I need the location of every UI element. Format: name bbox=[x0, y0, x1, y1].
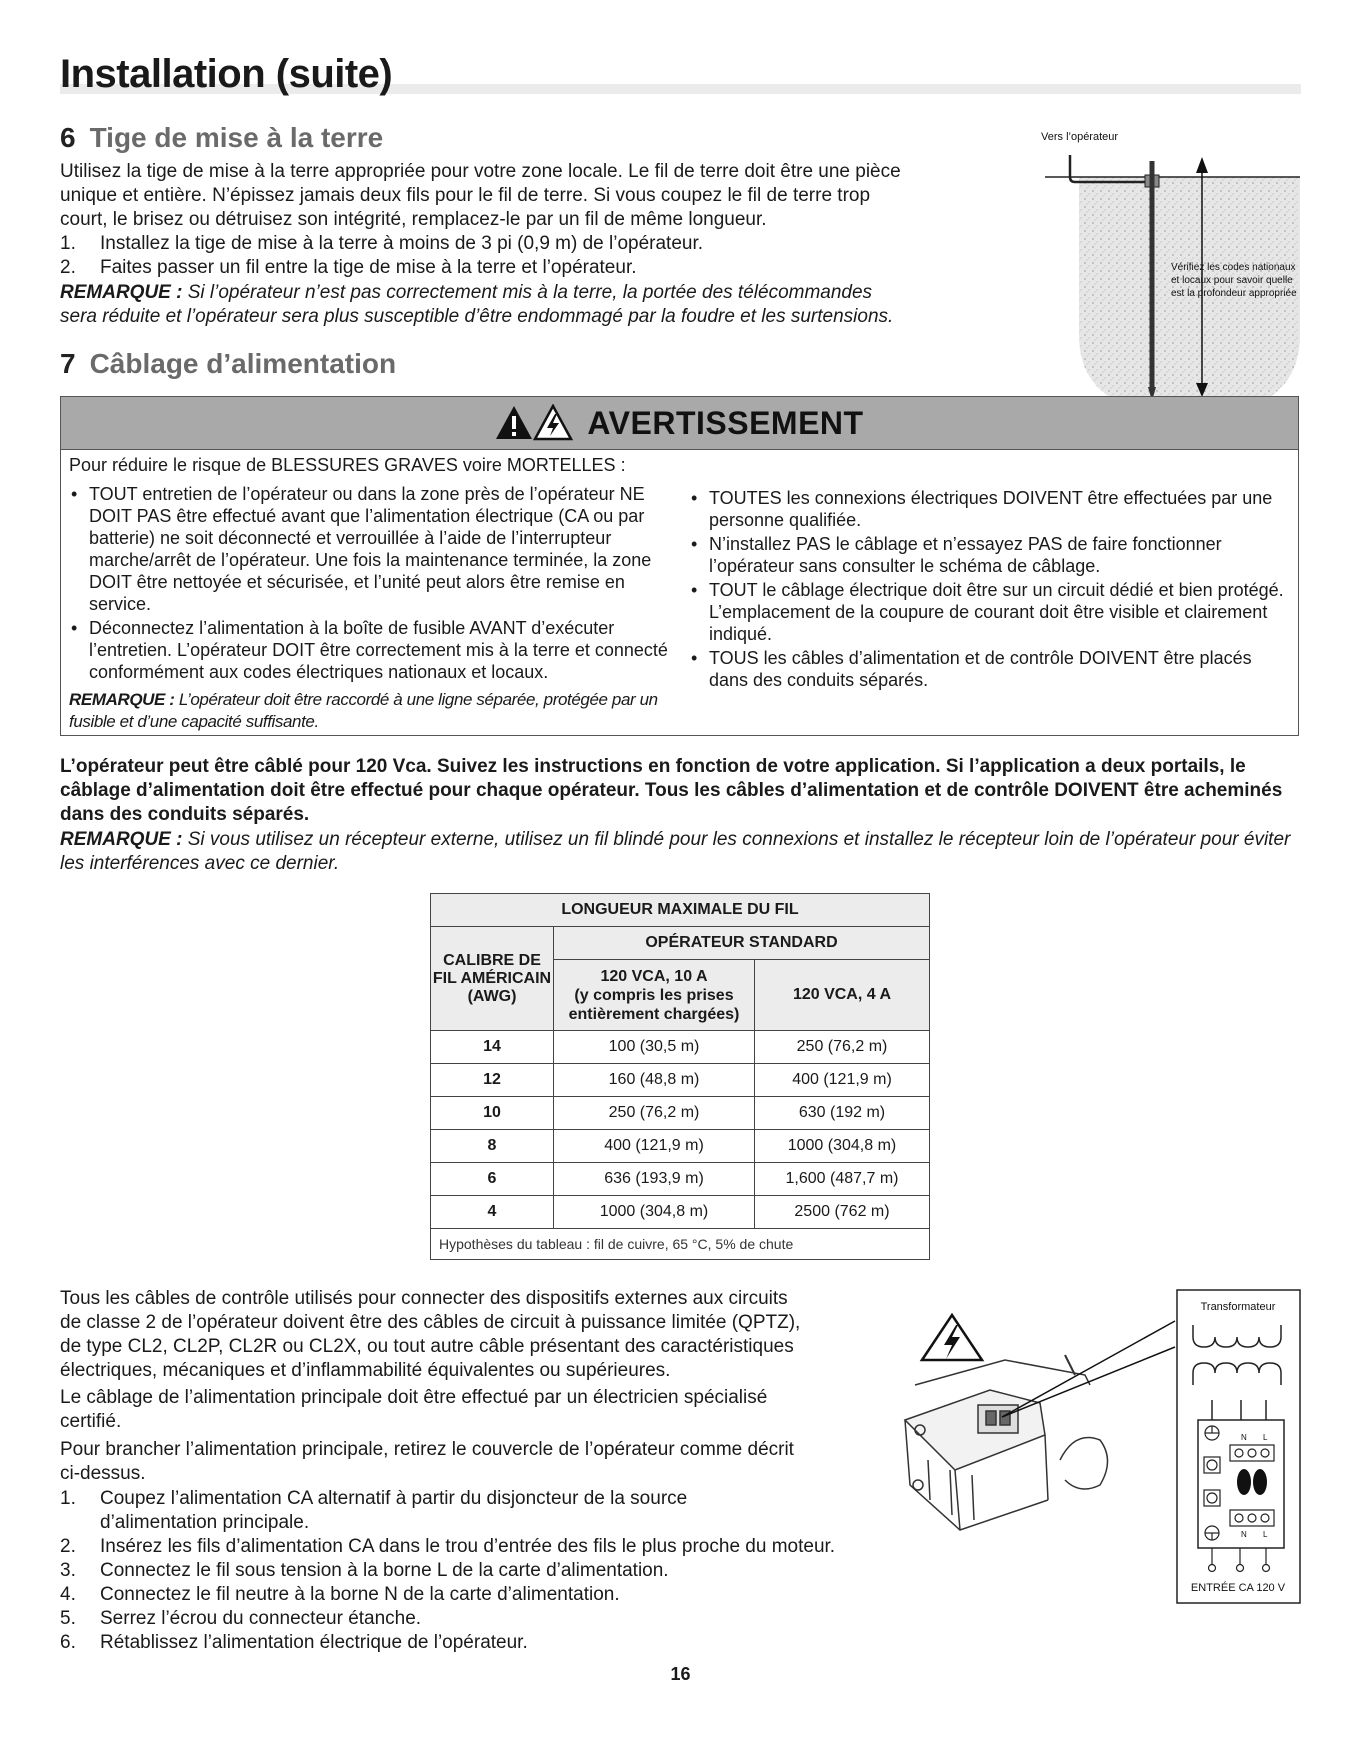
terminal-n-top: N bbox=[1241, 1433, 1247, 1442]
control-line-4: électriques, mécaniques et d’inflammabilité équivalentes ou supérieures. bbox=[60, 1360, 671, 1381]
list-item: 4. Connectez le fil neutre à la borne N de la carte d’alimentation. bbox=[60, 1584, 620, 1605]
warning-intro: Pour réduire le risque de BLESSURES GRAVES voire MORTELLES : bbox=[69, 455, 626, 475]
list-item: 1. Coupez l’alimentation CA alternatif à partir du disjoncteur de la source d’alimentation principale. bbox=[60, 1488, 688, 1533]
section-7-title: Câblage d’alimentation bbox=[89, 348, 397, 379]
table-header-awg: CALIBRE DE FIL AMÉRICAIN (AWG) bbox=[431, 927, 554, 1031]
depth-note-line-2: et locaux pour savoir quelle bbox=[1171, 275, 1293, 286]
table-header-10a: 120 VCA, 10 A (y compris les prises entièrement chargées) bbox=[554, 960, 755, 1031]
callout-line bbox=[1002, 1321, 1175, 1417]
table-header-4a: 120 VCA, 4 A bbox=[755, 960, 930, 1031]
to-operator-label: Vers l’opérateur bbox=[1041, 131, 1119, 143]
operator-illustration bbox=[905, 1315, 1108, 1530]
list-item: • N’installez PAS le câblage et n’essayez PAS de faire fonctionner l’opérateur sans consulter le schéma de câblage. bbox=[689, 533, 1289, 577]
list-item: 3. Connectez le fil sous tension à la borne L de la carte d’alimentation. bbox=[60, 1560, 669, 1581]
cover-line-1: Pour brancher l’alimentation principale, retirez le couvercle de l’opérateur comme décrit bbox=[60, 1439, 794, 1460]
power-steps bbox=[60, 1487, 890, 1655]
warning-right-column bbox=[689, 487, 1289, 693]
control-line-1: Tous les câbles de contrôle utilisés pour connecter des dispositifs externes aux circuits bbox=[60, 1288, 788, 1309]
section-6-note-line-1: REMARQUE : Si l’opérateur n’est pas correctement mis à la terre, la portée des télécommandes bbox=[60, 282, 873, 303]
table-footnote: Hypothèses du tableau : fil de cuivre, 65 °C, 5% de chute bbox=[431, 1229, 930, 1260]
warning-left-column bbox=[69, 483, 674, 685]
table-row: 10 250 (76,2 m) 630 (192 m) bbox=[431, 1097, 930, 1130]
list-item: 2. Faites passer un fil entre la tige de mise à la terre et l’opérateur. bbox=[60, 257, 637, 278]
table-row: 12 160 (48,8 m) 400 (121,9 m) bbox=[431, 1064, 930, 1097]
table-row: 4 1000 (304,8 m) 2500 (762 m) bbox=[431, 1196, 930, 1229]
wiring-intro-paragraph: L’opérateur peut être câblé pour 120 Vca. Suivez les instructions en fonction de votre application. Si l’application a deux portails, le câblage d’alimentation doit être effectué pour chaque opérateur. Tous les câbles d’alimentation et de contrôle DOIVENT être acheminés dans des conduits séparés. bbox=[60, 756, 1283, 825]
electrician-line-2: certifié. bbox=[60, 1411, 122, 1432]
ground-rod-diagram bbox=[1035, 125, 1303, 425]
warning-title: AVERTISSEMENT bbox=[587, 404, 864, 441]
list-item: • TOUT le câblage électrique doit être sur un circuit dédié et bien protégé. L’emplacement de la coupure de courant doit être visible et clairement indiqué. bbox=[689, 579, 1289, 645]
section-6-number: 6 bbox=[60, 122, 76, 153]
wire-length-table bbox=[430, 893, 930, 1260]
section-6-steps bbox=[60, 232, 980, 280]
section-6-heading bbox=[60, 122, 383, 154]
table-title: LONGUEUR MAXIMALE DU FIL bbox=[431, 894, 930, 927]
cover-line-2: ci-dessus. bbox=[60, 1463, 146, 1484]
section-6-line-2: unique et entière. N’épissez jamais deux fils pour le fil de terre. Si vous coupez le fil de terre trop bbox=[60, 185, 871, 206]
table-row: 8 400 (121,9 m) 1000 (304,8 m) bbox=[431, 1130, 930, 1163]
list-item: • Déconnectez l’alimentation à la boîte de fusible AVANT d’exécuter l’entretien. L’opérateur DOIT être correctement mis à la terre et connecté conformément aux codes électriques nationaux et locaux. bbox=[69, 617, 674, 683]
list-item: • TOUT entretien de l’opérateur ou dans la zone près de l’opérateur NE DOIT PAS être effectué avant que l’alimentation électrique (CA ou par batterie) ne soit déconnecté et verrouillée à l’aide de l’interrupteur marche/arrêt de l’opérateur. Une fois la maintenance terminée, la zone DOIT être nettoyée et sécurisée, et l’unité peut alors être remise en service. bbox=[69, 483, 674, 615]
section-7-heading bbox=[60, 348, 396, 380]
transformer-label: Transformateur bbox=[1200, 1301, 1276, 1313]
table-row: 14 100 (30,5 m) 250 (76,2 m) bbox=[431, 1031, 930, 1064]
fuse-right bbox=[1253, 1469, 1267, 1495]
control-line-3: de type CL2, CL2P, CL2R ou CL2X, ou tout autre câble présentant des caractéristiques bbox=[60, 1336, 794, 1357]
ac-input-label: ENTRÉE CA 120 V bbox=[1190, 1582, 1286, 1594]
electrician-line-1: Le câblage de l’alimentation principale doit être effectué par un électricien spécialisé bbox=[60, 1387, 768, 1408]
list-item: 2. Insérez les fils d’alimentation CA dans le trou d’entrée des fils le plus proche du moteur. bbox=[60, 1536, 836, 1557]
receiver-note: REMARQUE : Si vous utilisez un récepteur externe, utilisez un fil blindé pour les connexions et installez le récepteur loin de l’opérateur pour éviter les interférences avec ce dernier. bbox=[60, 829, 1291, 874]
section-6-line-3: court, le brisez ou détruisez son intégrité, remplacez-le par un fil de même longueur. bbox=[60, 209, 767, 230]
depth-note-line-1: Vérifiez les codes nationaux bbox=[1171, 262, 1296, 273]
warning-note: REMARQUE : L’opérateur doit être raccordé à une ligne séparée, protégée par un fusible et d’une capacité suffisante. bbox=[69, 690, 658, 731]
fuse-left bbox=[1237, 1469, 1251, 1495]
section-6-line-1: Utilisez la tige de mise à la terre appropriée pour votre zone locale. Le fil de terre doit être une pièce bbox=[60, 161, 901, 182]
section-6-title: Tige de mise à la terre bbox=[89, 122, 384, 153]
list-item: 1. Installez la tige de mise à la terre à moins de 3 pi (0,9 m) de l’opérateur. bbox=[60, 233, 704, 254]
terminal-l-bottom: L bbox=[1263, 1530, 1268, 1539]
power-wiring-diagram bbox=[860, 1285, 1305, 1615]
terminal-n-bottom: N bbox=[1241, 1530, 1247, 1539]
warning-header bbox=[61, 397, 1298, 450]
list-item: 5. Serrez l’écrou du connecteur étanche. bbox=[60, 1608, 422, 1629]
page-title: Installation (suite) bbox=[60, 52, 393, 96]
list-item: 6. Rétablissez l’alimentation électrique de l’opérateur. bbox=[60, 1632, 528, 1653]
table-row: 6 636 (193,9 m) 1,600 (487,7 m) bbox=[431, 1163, 930, 1196]
control-line-2: de classe 2 de l’opérateur doivent être des câbles de circuit à puissance limitée (QPTZ), bbox=[60, 1312, 801, 1333]
terminal-l-top: L bbox=[1263, 1433, 1268, 1442]
warning-triangle-icon bbox=[495, 404, 573, 442]
warning-box bbox=[60, 396, 1299, 736]
section-7-number: 7 bbox=[60, 348, 76, 379]
section-6-note-line-2: sera réduite et l’opérateur sera plus susceptible d’être endommagé par la foudre et les surtensions. bbox=[60, 306, 894, 327]
list-item: • TOUS les câbles d’alimentation et de contrôle DOIVENT être placés dans des conduits séparés. bbox=[689, 647, 1289, 691]
page-header bbox=[60, 48, 1301, 98]
depth-note-line-3: est la profondeur appropriée bbox=[1171, 288, 1297, 299]
page-number: 16 bbox=[670, 1664, 691, 1684]
list-item: • TOUTES les connexions électriques DOIVENT être effectuées par une personne qualifiée. bbox=[689, 487, 1289, 531]
table-header-group: OPÉRATEUR STANDARD bbox=[554, 927, 930, 960]
